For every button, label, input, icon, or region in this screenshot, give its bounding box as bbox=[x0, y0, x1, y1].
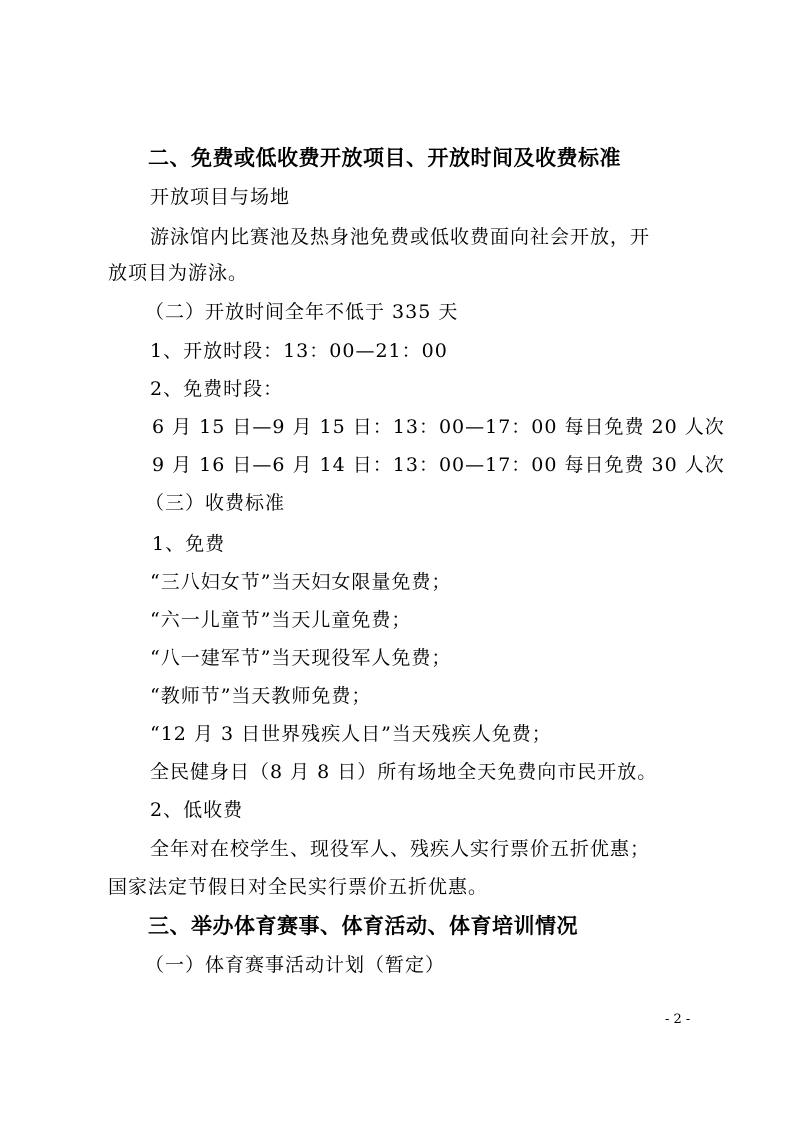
section-2-heading: 二、免费或低收费开放项目、开放时间及收费标准 bbox=[148, 146, 621, 170]
list-item: 2、免费时段： bbox=[150, 378, 284, 400]
subheading-open-time: （二）开放时间全年不低于 335 天 bbox=[145, 301, 459, 323]
list-item: 2、低收费 bbox=[150, 799, 244, 821]
list-item: “八一建军节”当天现役军人免费； bbox=[150, 647, 452, 669]
paragraph-line: 游泳馆内比赛池及热身池免费或低收费面向社会开放，开 bbox=[150, 226, 651, 248]
list-item: 6 月 15 日—9 月 15 日：13：00—17：00 每日免费 20 人次 bbox=[152, 416, 725, 438]
section-3-heading: 三、举办体育赛事、体育活动、体育培训情况 bbox=[148, 914, 578, 938]
list-item: 1、免费 bbox=[152, 533, 226, 555]
paragraph-line: 放项目为游泳。 bbox=[108, 262, 249, 284]
list-item: 全年对在校学生、现役军人、残疾人实行票价五折优惠； bbox=[150, 838, 651, 860]
list-item: “教师节”当天教师免费； bbox=[150, 685, 372, 707]
subheading-fee-standard: （三）收费标准 bbox=[145, 492, 286, 514]
subheading-event-plan: （一）体育赛事活动计划（暂定） bbox=[145, 954, 446, 976]
list-item: 9 月 16 日—6 月 14 日：13：00—17：00 每日免费 30 人次 bbox=[152, 454, 725, 476]
page-number: - 2 - bbox=[665, 1012, 691, 1027]
subheading-venue: 开放项目与场地 bbox=[150, 186, 291, 208]
list-item: 全民健身日（8 月 8 日）所有场地全天免费向市民开放。 bbox=[150, 761, 658, 783]
list-item: “12 月 3 日世界残疾人日”当天残疾人免费； bbox=[150, 723, 552, 745]
list-item: “三八妇女节”当天妇女限量免费； bbox=[150, 571, 452, 593]
list-item: 国家法定节假日对全民实行票价五折优惠。 bbox=[108, 876, 489, 898]
list-item: “六一儿童节”当天儿童免费； bbox=[150, 609, 412, 631]
list-item: 1、开放时段：13：00—21：00 bbox=[150, 340, 448, 362]
